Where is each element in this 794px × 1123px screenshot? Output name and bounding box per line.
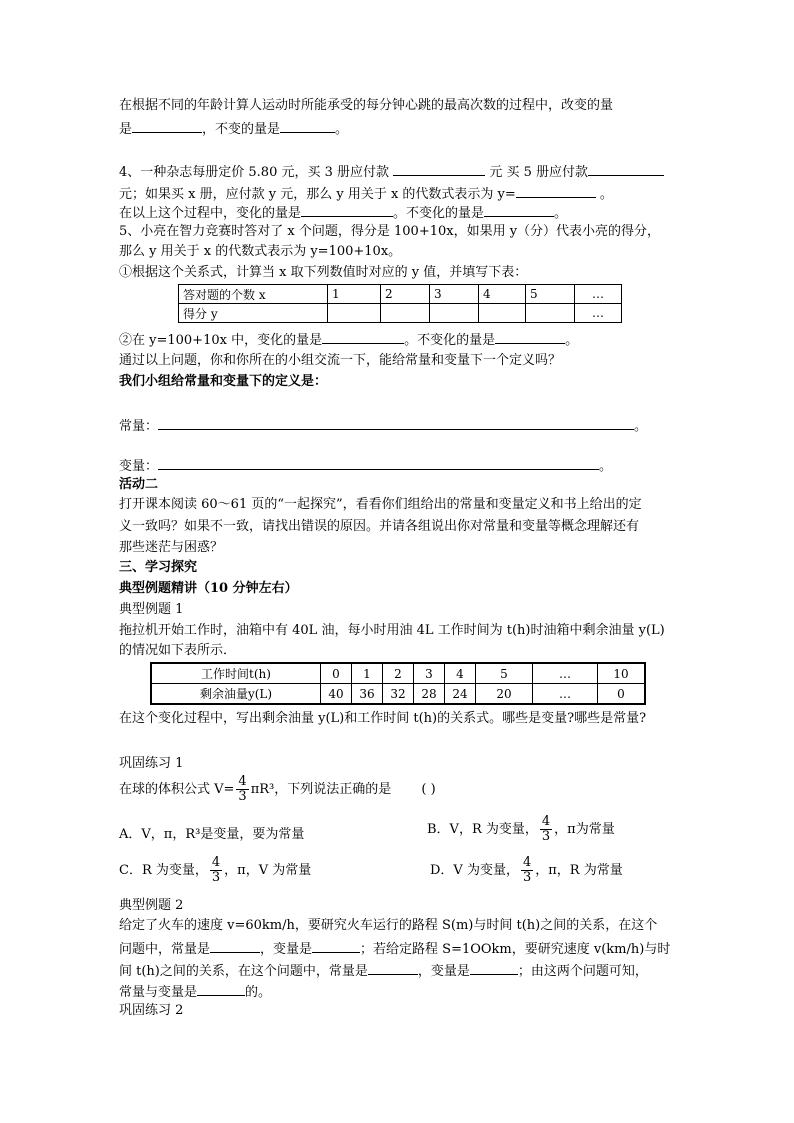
blank[interactable] xyxy=(312,939,360,953)
denominator: 3 xyxy=(238,789,247,804)
text: 元；如果买 x 册，应付款 y 元，那么 y 用关于 x 的代数式表示为 y= xyxy=(119,187,516,202)
fraction xyxy=(236,775,248,804)
definition-heading: 我们小组给常量和变量下的定义是： xyxy=(119,374,328,389)
denominator: 3 xyxy=(541,829,551,844)
table-cell: 4 xyxy=(445,663,476,684)
text: 在球的体积公式 V= xyxy=(119,782,235,797)
table-cell: 0 xyxy=(321,663,352,684)
table-cell: 10 xyxy=(598,663,646,684)
text-line xyxy=(119,961,648,981)
blank[interactable] xyxy=(132,119,202,133)
table-cell: 36 xyxy=(352,684,383,705)
blank[interactable] xyxy=(210,939,260,953)
text: 问题中，常量是 xyxy=(119,942,211,957)
blank[interactable] xyxy=(484,203,554,217)
table-cell: 24 xyxy=(445,684,476,705)
numerator: 4 xyxy=(238,774,247,789)
table-cell[interactable] xyxy=(328,304,381,323)
table-cell: 2 xyxy=(381,285,430,304)
table-cell: 1 xyxy=(328,285,381,304)
blank[interactable] xyxy=(470,961,518,975)
activity-2-title: 活动二 xyxy=(119,477,159,492)
table-cell: 工作时间t(h) xyxy=(151,663,321,684)
section-3-subtitle: 典型例题精讲（10 分钟左右） xyxy=(119,581,298,596)
text: ，变量是 xyxy=(417,964,470,979)
blank[interactable] xyxy=(197,982,245,996)
table-row xyxy=(179,285,622,304)
text: D．V 为变量， xyxy=(430,863,519,878)
variable-definition-line xyxy=(119,456,612,476)
table-cell: … xyxy=(533,663,598,684)
text: 4、一种杂志每册定价 5.80 元，买 3 册应付款 xyxy=(119,165,390,180)
text: 元 买 5 册应付款 xyxy=(489,165,588,180)
text: πR³，下列说法正确的是 xyxy=(250,782,392,797)
text: 。不变化的量是 xyxy=(404,333,496,348)
text: B．V，R 为变量， xyxy=(427,822,538,837)
constant-definition-line xyxy=(119,416,647,436)
answer-paren[interactable]: ( ) xyxy=(421,782,436,797)
table-row xyxy=(151,684,645,705)
oil-table xyxy=(150,662,646,705)
text: 在以上这个过程中，变化的量是 xyxy=(119,206,302,221)
denominator: 3 xyxy=(522,870,532,885)
text-line: 义一致吗？如果不一致，请找出错误的原因。并请各组说出你对常量和变量等概念理解还有 xyxy=(119,519,640,534)
question-5-line1: 5、小亮在智力竞赛时答对了 x 个问题，得分是 100+10x，如果用 y（分）代表小亮的得分， xyxy=(119,224,661,239)
table-row xyxy=(151,663,645,684)
numerator: 4 xyxy=(541,814,551,829)
text: ，变量是 xyxy=(260,942,313,957)
question-5-line3: ①根据这个关系式，计算当 x 取下列数值时对应的 y 值，并填写下表： xyxy=(119,265,528,280)
score-table xyxy=(178,284,622,323)
text: ，π为常量 xyxy=(554,822,615,837)
practice-1-title: 巩固练习 1 xyxy=(119,756,184,771)
fraction xyxy=(521,856,533,885)
table-cell: 28 xyxy=(414,684,445,705)
table-cell: 40 xyxy=(321,684,352,705)
section-3-title: 三、学习探究 xyxy=(119,560,198,575)
example-1-title: 典型例题 1 xyxy=(119,602,184,617)
question-4-line2 xyxy=(119,184,613,204)
table-cell: 答对题的个数 x xyxy=(179,285,328,304)
text-line xyxy=(119,939,670,959)
practice-1-question xyxy=(119,775,436,805)
example-1-question: 在这个变化过程中，写出剩余油量 y(L)和工作时间 t(h)的关系式。哪些是变量?哪些是常量? xyxy=(119,711,647,726)
text: ，不变的量是 xyxy=(202,122,281,137)
blank[interactable] xyxy=(322,330,404,344)
table-cell: 剩余油量y(L) xyxy=(151,684,321,705)
blank[interactable] xyxy=(280,119,335,133)
text-line: 拖拉机开始工作时，油箱中有 40L 油，每小时用油 4L 工作时间为 t(h)时油箱中剩余油量 y(L) xyxy=(119,623,665,638)
question-5-line4 xyxy=(119,330,578,350)
table-cell: 4 xyxy=(479,285,526,304)
question-5-line2: 那么 y 用关于 x 的代数式表示为 y=100+10x。 xyxy=(119,244,402,259)
variable-definition-blank[interactable] xyxy=(158,456,599,470)
text: ；由这两个问题可知， xyxy=(517,964,648,979)
table-cell: 3 xyxy=(430,285,479,304)
blank[interactable] xyxy=(301,203,393,217)
table-cell: 5 xyxy=(476,663,533,684)
table-cell[interactable] xyxy=(381,304,430,323)
option-a[interactable]: A．V，π，R³是变量，要为常量 xyxy=(119,827,305,842)
table-cell: 得分 y xyxy=(179,304,328,323)
text-line: 打开课本阅读 60～61 页的“一起探究”，看看你们组给出的常量和变量定义和书上给出的定 xyxy=(119,497,642,512)
text-line xyxy=(119,119,348,139)
fraction xyxy=(210,856,222,885)
question-4-line1 xyxy=(119,162,664,182)
text-line xyxy=(119,982,271,1002)
text: ，π，R 为常量 xyxy=(535,863,623,878)
table-cell: 20 xyxy=(476,684,533,705)
table-cell[interactable] xyxy=(479,304,526,323)
table-cell: 5 xyxy=(526,285,575,304)
numerator: 4 xyxy=(522,855,532,870)
example-2-title: 典型例题 2 xyxy=(119,898,184,913)
table-cell[interactable] xyxy=(526,304,575,323)
constant-definition-blank[interactable] xyxy=(158,416,634,430)
table-cell: 1 xyxy=(352,663,383,684)
table-cell: … xyxy=(533,684,598,705)
text: 。 xyxy=(599,187,613,202)
table-cell: … xyxy=(575,285,622,304)
denominator: 3 xyxy=(211,870,221,885)
text: 。 xyxy=(634,419,648,434)
text: 。 xyxy=(565,333,579,348)
table-cell: 0 xyxy=(598,684,646,705)
text: 。 xyxy=(599,459,613,474)
blank[interactable] xyxy=(588,162,664,176)
blank[interactable] xyxy=(393,162,485,176)
text-line: 的情况如下表所示． xyxy=(119,643,237,658)
text: ②在 y=100+10x 中，变化的量是 xyxy=(119,333,323,348)
table-cell[interactable] xyxy=(430,304,479,323)
text: 。不变化的量是 xyxy=(393,206,485,221)
blank[interactable] xyxy=(368,961,418,975)
text: 常量与变量是 xyxy=(119,985,198,1000)
blank[interactable] xyxy=(495,330,565,344)
text-line: 给定了火车的速度 v=60km/h，要研究火车运行的路程 S(m)与时间 t(h)之间的关系，在这个 xyxy=(119,918,658,933)
option-b[interactable] xyxy=(427,815,615,845)
text: 间 t(h)之间的关系，在这个问题中，常量是 xyxy=(119,964,368,979)
practice-2-title: 巩固练习 2 xyxy=(119,1003,184,1018)
numerator: 4 xyxy=(211,855,221,870)
option-c[interactable] xyxy=(119,856,311,886)
table-cell: 2 xyxy=(383,663,414,684)
fraction xyxy=(540,815,552,844)
text: 是 xyxy=(119,122,133,137)
text: 变量： xyxy=(119,459,159,474)
definition-question: 通过以上问题，你和你所在的小组交流一下，能给常量和变量下一个定义吗？ xyxy=(119,353,562,368)
text-line: 在根据不同的年龄计算人运动时所能承受的每分钟心跳的最高次数的过程中，改变的量 xyxy=(119,98,614,113)
text: 。 xyxy=(335,122,349,137)
text: 常量： xyxy=(119,419,159,434)
text: 。 xyxy=(554,206,568,221)
text: ；若给定路程 S=1OOkm，要研究速度 v(km/h)与时 xyxy=(360,942,671,957)
table-cell: 3 xyxy=(414,663,445,684)
table-row xyxy=(179,304,622,323)
text: C．R 为变量， xyxy=(119,863,208,878)
text-line: 那些迷茫与困惑？ xyxy=(119,540,224,555)
option-d[interactable] xyxy=(430,856,623,886)
table-cell: 32 xyxy=(383,684,414,705)
table-cell: … xyxy=(575,304,622,323)
question-4-line3 xyxy=(119,203,567,223)
blank[interactable] xyxy=(516,184,596,198)
text: ，π，V 为常量 xyxy=(224,863,312,878)
text: 的。 xyxy=(245,985,272,1000)
